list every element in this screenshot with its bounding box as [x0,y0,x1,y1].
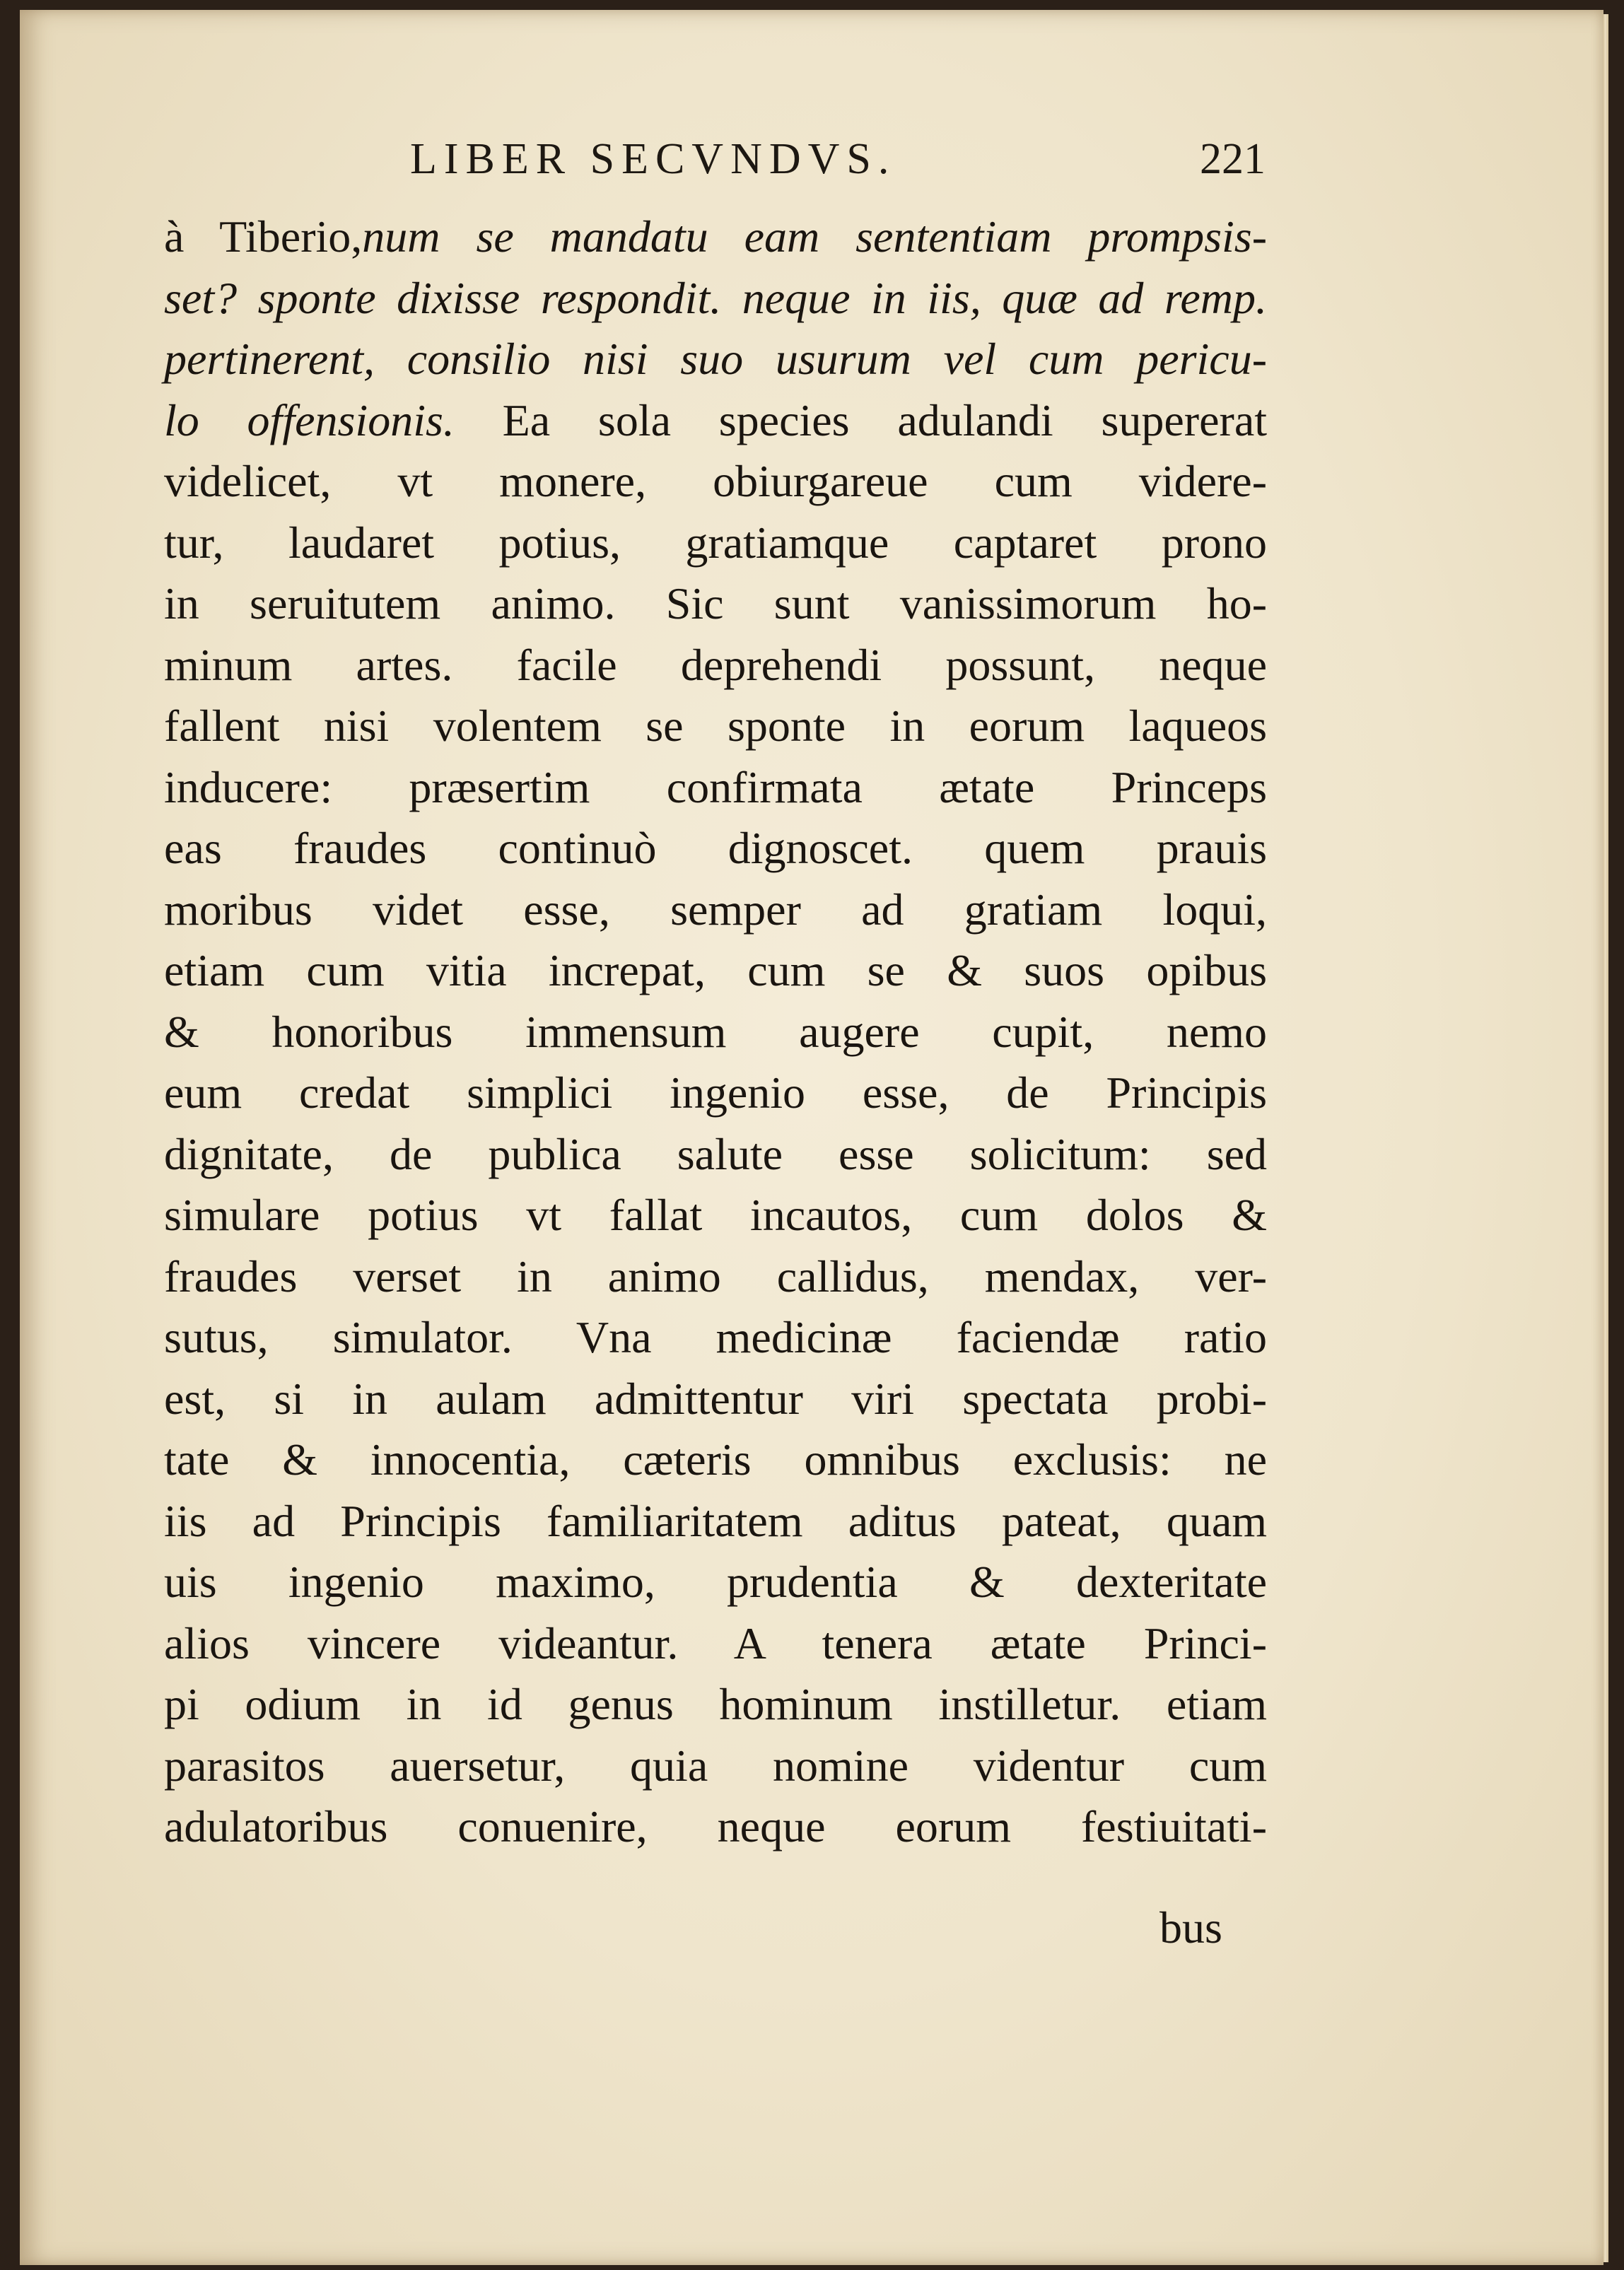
text-line: uis ingenio maximo, prudentia & dexteritate [164,1557,1267,1607]
text-line: simulare potius vt fallat incautos, cum dolos & [164,1190,1267,1240]
text-line: set? sponte dixisse respondit. neque in iis, quæ ad remp. [164,272,1267,323]
page-header [163,134,1266,198]
page-number: 221 [1200,135,1266,183]
text-line: eas fraudes continuò dignoscet. quem prauis [164,823,1267,873]
text-line: eum credat simplici ingenio esse, de Principis [164,1067,1267,1118]
body-text [164,206,1267,1858]
text-line: fraudes verset in animo callidus, mendax, ver- [164,1251,1267,1301]
text-line: est, si in aulam admittentur viri spectata probi- [164,1373,1267,1424]
catchword: bus [1159,1902,1222,1953]
text-line: pi odium in id genus hominum instilletur. etiam [164,1679,1267,1729]
text-line: dignitate, de publica salute esse solicitum: sed [164,1128,1267,1179]
text-line: tate & innocentia, cæteris omnibus exclusis: ne [164,1434,1267,1485]
text-line: in seruitutem animo. Sic sunt vanissimorum ho- [164,578,1267,628]
text-line: minum artes. facile deprehendi possunt, neque [164,639,1267,690]
text-line: iis ad Principis familiaritatem aditus pateat, quam [164,1495,1267,1546]
text-line: inducere: præsertim confirmata ætate Princeps [164,761,1267,812]
text-line: alios vincere videantur. A tenera ætate Princi- [164,1617,1267,1668]
text-line: sutus, simulator. Vna medicinæ faciendæ ratio [164,1312,1267,1362]
text-line: adulatoribus conuenire, neque eorum festiuitati- [164,1801,1267,1851]
text-line: parasitos auersetur, quia nomine videntur cum [164,1740,1267,1791]
text-line: à Tiberio,num se mandatu eam sententiam prompsis- [164,211,1267,262]
text-line: etiam cum vitia increpat, cum se & suos opibus [164,945,1267,995]
running-title: LIBER SECVNDVS. [410,135,896,183]
text-line: lo offensionis. Ea sola species adulandi supererat [164,394,1268,445]
text-line: tur, laudaret potius, gratiamque captaret prono [164,517,1267,568]
text-line: & honoribus immensum augere cupit, nemo [164,1006,1267,1057]
text-line: moribus videt esse, semper ad gratiam loqui, [164,884,1267,935]
text-line: fallent nisi volentem se sponte in eorum laqueos [164,701,1267,751]
text-line: videlicet, vt monere, obiurgareue cum videre- [164,456,1267,506]
text-line: pertinerent, consilio nisi suo usurum vel cum pericu- [164,334,1267,384]
